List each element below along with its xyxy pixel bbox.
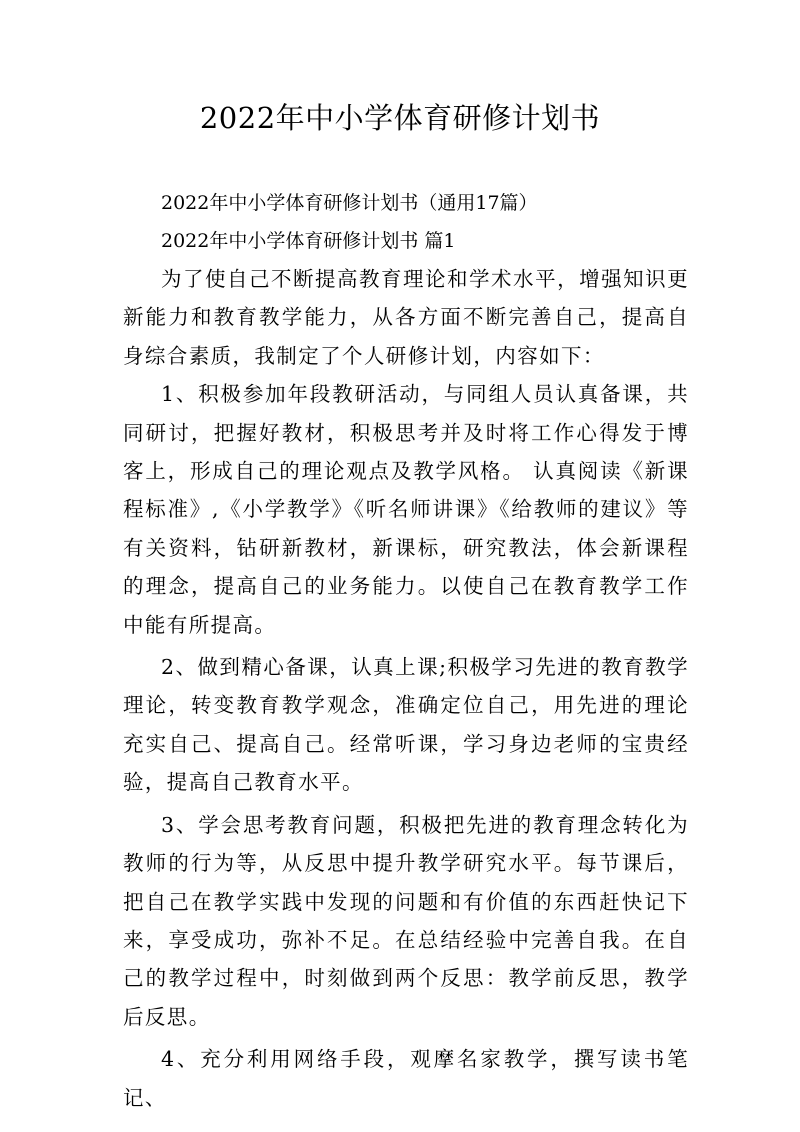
collection-subtitle: 2022年中小学体育研修计划书（通用17篇） xyxy=(161,192,538,214)
intro-paragraph: 为了使自己不断提高教育理论和学术水平，增强知识更新能力和教育教学能力，从各方面不断完善自己，提高自身综合素质，我制定了个人研修计划，内容如下： xyxy=(123,267,689,368)
article-subtitle: 2022年中小学体育研修计划书 篇1 xyxy=(161,230,456,252)
document-title: 2022年中小学体育研修计划书 xyxy=(199,101,601,135)
paragraph-item-4: 4、充分利用网络手段，观摩名家教学，撰写读书笔记、 xyxy=(123,1047,689,1110)
paragraph-item-2: 2、做到精心备课，认真上课;积极学习先进的教育教学理论，转变教育教学观念，准确定位自己，用先进的理论充实自己、提高自己。经常听课，学习身边老师的宝贵经验，提高自己教育水平。 xyxy=(123,655,689,795)
document-body xyxy=(123,184,689,1117)
paragraph-item-1: 1、积极参加年段教研活动，与同组人员认真备课，共同研讨，把握好教材，积极思考并及时将工作心得发于博客上，形成自己的理论观点及教学风格。 认真阅读《新课程标准》,《小学教学》《听名师讲课》《给教师的建议》等有关资料，钻研新教材，新课标，研究教法，体会新课程的理念，提高自己的业务能力。以使自己在教育教学工作中能有所提高。 xyxy=(123,382,689,637)
paragraph-item-3: 3、学会思考教育问题，积极把先进的教育理念转化为教师的行为等，从反思中提升教学研究水平。每节课后，把自己在教学实践中发现的问题和有价值的东西赶快记下来，享受成功，弥补不足。在总结经验中完善自我。在自己的教学过程中，时刻做到两个反思：教学前反思，教学后反思。 xyxy=(123,812,689,1029)
